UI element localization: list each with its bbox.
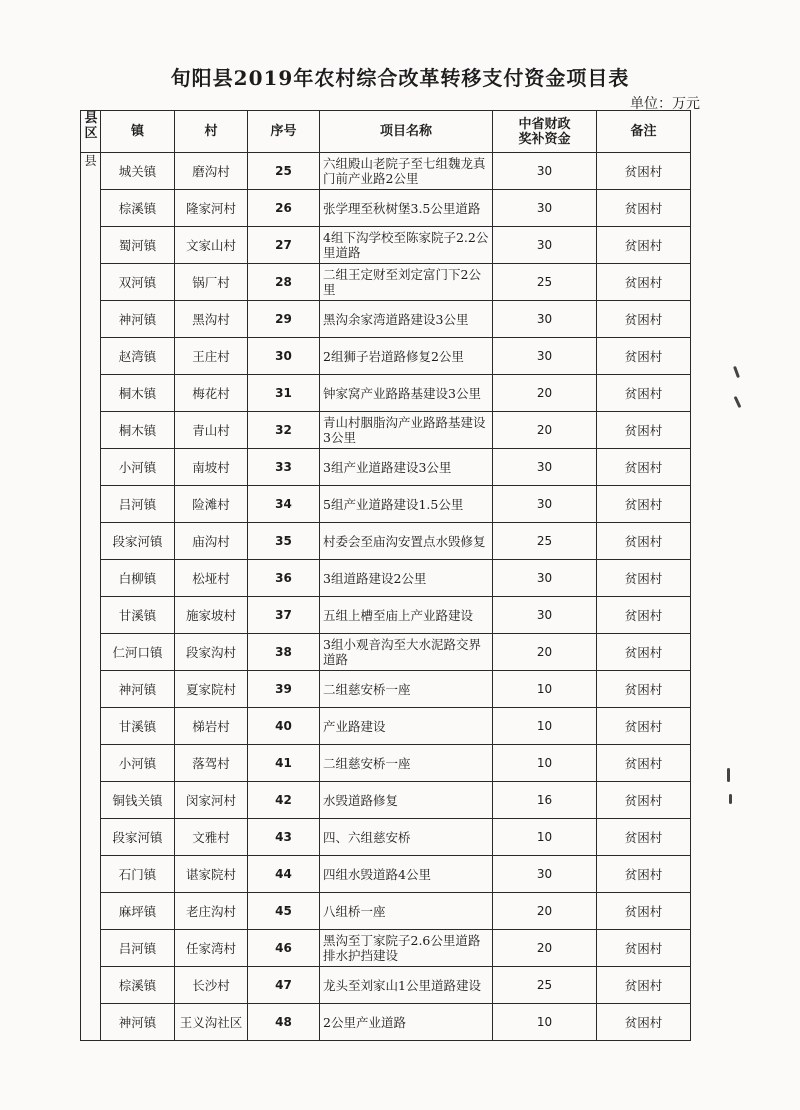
index-cell: 46: [248, 930, 320, 967]
index-cell: 31: [248, 375, 320, 412]
note-cell: 贫困村: [597, 782, 691, 819]
project-cell: 二组慈安桥一座: [320, 671, 493, 708]
header-project: 项目名称: [320, 111, 493, 153]
village-cell: 黑沟村: [175, 301, 248, 338]
note-cell: 贫困村: [597, 523, 691, 560]
table-row: [81, 486, 691, 523]
project-cell: 3组产业道路建设3公里: [320, 449, 493, 486]
town-cell: 甘溪镇: [101, 708, 175, 745]
table-row: [81, 1004, 691, 1041]
town-cell: 吕河镇: [101, 486, 175, 523]
index-cell: 33: [248, 449, 320, 486]
table-row: [81, 264, 691, 301]
index-cell: 47: [248, 967, 320, 1004]
fund-cell: 30: [493, 449, 597, 486]
index-cell: 30: [248, 338, 320, 375]
table-row: [81, 967, 691, 1004]
project-cell: 2组狮子岩道路修复2公里: [320, 338, 493, 375]
fund-cell: 30: [493, 227, 597, 264]
note-cell: 贫困村: [597, 301, 691, 338]
index-cell: 37: [248, 597, 320, 634]
note-cell: 贫困村: [597, 819, 691, 856]
project-table: [80, 110, 691, 1041]
village-cell: 梅花村: [175, 375, 248, 412]
fund-cell: 10: [493, 1004, 597, 1041]
note-cell: 贫困村: [597, 449, 691, 486]
fund-cell: 30: [493, 338, 597, 375]
village-cell: 磨沟村: [175, 153, 248, 190]
note-cell: 贫困村: [597, 967, 691, 1004]
table-row: [81, 745, 691, 782]
project-cell: 五组上槽至庙上产业路建设: [320, 597, 493, 634]
project-cell: 八组桥一座: [320, 893, 493, 930]
fund-cell: 30: [493, 153, 597, 190]
note-cell: 贫困村: [597, 671, 691, 708]
village-cell: 老庄沟村: [175, 893, 248, 930]
project-cell: 龙头至刘家山1公里道路建设: [320, 967, 493, 1004]
header-village: 村: [175, 111, 248, 153]
village-cell: 青山村: [175, 412, 248, 449]
town-cell: 棕溪镇: [101, 967, 175, 1004]
village-cell: 险滩村: [175, 486, 248, 523]
index-cell: 39: [248, 671, 320, 708]
header-index: 序号: [248, 111, 320, 153]
table-row: [81, 190, 691, 227]
note-cell: 贫困村: [597, 634, 691, 671]
village-cell: 长沙村: [175, 967, 248, 1004]
village-cell: 南坡村: [175, 449, 248, 486]
scan-mark: [733, 366, 740, 378]
note-cell: 贫困村: [597, 412, 691, 449]
table-row: [81, 449, 691, 486]
table-row: [81, 338, 691, 375]
index-cell: 29: [248, 301, 320, 338]
table-row: [81, 523, 691, 560]
table-row: [81, 782, 691, 819]
village-cell: 夏家院村: [175, 671, 248, 708]
index-cell: 48: [248, 1004, 320, 1041]
table-row: [81, 301, 691, 338]
project-cell: 产业路建设: [320, 708, 493, 745]
project-cell: 四、六组慈安桥: [320, 819, 493, 856]
fund-cell: 10: [493, 671, 597, 708]
project-cell: 张学理至秋树堡3.5公里道路: [320, 190, 493, 227]
village-cell: 文雅村: [175, 819, 248, 856]
index-cell: 27: [248, 227, 320, 264]
index-cell: 36: [248, 560, 320, 597]
town-cell: 小河镇: [101, 449, 175, 486]
unit-label: 单位：万元: [630, 96, 700, 112]
note-cell: 贫困村: [597, 708, 691, 745]
fund-cell: 20: [493, 930, 597, 967]
town-cell: 桐木镇: [101, 375, 175, 412]
town-cell: 小河镇: [101, 745, 175, 782]
project-cell: 黑沟余家湾道路建设3公里: [320, 301, 493, 338]
table-row: [81, 856, 691, 893]
scan-mark: [727, 768, 730, 782]
project-cell: 黑沟至丁家院子2.6公里道路排水护挡建设: [320, 930, 493, 967]
village-cell: 锅厂村: [175, 264, 248, 301]
header-county: 县区: [81, 111, 101, 153]
project-cell: 二组慈安桥一座: [320, 745, 493, 782]
note-cell: 贫困村: [597, 486, 691, 523]
fund-cell: 10: [493, 708, 597, 745]
fund-cell: 30: [493, 856, 597, 893]
page-title: 旬阳县2019年农村综合改革转移支付资金项目表: [170, 66, 630, 90]
town-cell: 神河镇: [101, 301, 175, 338]
fund-cell: 20: [493, 412, 597, 449]
village-cell: 梯岩村: [175, 708, 248, 745]
project-cell: 四组水毁道路4公里: [320, 856, 493, 893]
fund-cell: 30: [493, 597, 597, 634]
town-cell: 神河镇: [101, 1004, 175, 1041]
fund-cell: 30: [493, 301, 597, 338]
note-cell: 贫困村: [597, 930, 691, 967]
town-cell: 赵湾镇: [101, 338, 175, 375]
note-cell: 贫困村: [597, 597, 691, 634]
table-row: [81, 893, 691, 930]
fund-cell: 20: [493, 375, 597, 412]
project-cell: 二组王定财至刘定富门下2公里: [320, 264, 493, 301]
town-cell: 吕河镇: [101, 930, 175, 967]
town-cell: 铜钱关镇: [101, 782, 175, 819]
header-row: [81, 111, 691, 153]
village-cell: 谌家院村: [175, 856, 248, 893]
index-cell: 34: [248, 486, 320, 523]
note-cell: 贫困村: [597, 227, 691, 264]
table-row: [81, 671, 691, 708]
village-cell: 段家沟村: [175, 634, 248, 671]
village-cell: 王义沟社区: [175, 1004, 248, 1041]
note-cell: 贫困村: [597, 375, 691, 412]
village-cell: 任家湾村: [175, 930, 248, 967]
village-cell: 王庄村: [175, 338, 248, 375]
county-cell: 县: [81, 153, 101, 1041]
note-cell: 贫困村: [597, 560, 691, 597]
header-fund: 中省财政奖补资金: [493, 111, 597, 153]
table-row: [81, 227, 691, 264]
project-cell: 3组小观音沟至大水泥路交界道路: [320, 634, 493, 671]
index-cell: 44: [248, 856, 320, 893]
index-cell: 38: [248, 634, 320, 671]
project-cell: 4组下沟学校至陈家院子2.2公里道路: [320, 227, 493, 264]
table-row: [81, 560, 691, 597]
index-cell: 26: [248, 190, 320, 227]
note-cell: 贫困村: [597, 338, 691, 375]
fund-cell: 25: [493, 967, 597, 1004]
project-cell: 村委会至庙沟安置点水毁修复: [320, 523, 493, 560]
village-cell: 文家山村: [175, 227, 248, 264]
index-cell: 42: [248, 782, 320, 819]
index-cell: 28: [248, 264, 320, 301]
note-cell: 贫困村: [597, 264, 691, 301]
table-row: [81, 375, 691, 412]
project-cell: 六组殿山老院子至七组魏龙真门前产业路2公里: [320, 153, 493, 190]
town-cell: 白柳镇: [101, 560, 175, 597]
town-cell: 仁河口镇: [101, 634, 175, 671]
fund-cell: 16: [493, 782, 597, 819]
note-cell: 贫困村: [597, 1004, 691, 1041]
fund-cell: 20: [493, 893, 597, 930]
note-cell: 贫困村: [597, 153, 691, 190]
table-row: [81, 708, 691, 745]
village-cell: 落驾村: [175, 745, 248, 782]
fund-cell: 30: [493, 190, 597, 227]
note-cell: 贫困村: [597, 745, 691, 782]
fund-cell: 20: [493, 634, 597, 671]
town-cell: 段家河镇: [101, 523, 175, 560]
note-cell: 贫困村: [597, 190, 691, 227]
table-row: [81, 634, 691, 671]
project-cell: 水毁道路修复: [320, 782, 493, 819]
fund-cell: 30: [493, 486, 597, 523]
town-cell: 桐木镇: [101, 412, 175, 449]
fund-cell: 25: [493, 523, 597, 560]
town-cell: 段家河镇: [101, 819, 175, 856]
index-cell: 41: [248, 745, 320, 782]
town-cell: 石门镇: [101, 856, 175, 893]
project-cell: 青山村胭脂沟产业路路基建设3公里: [320, 412, 493, 449]
index-cell: 40: [248, 708, 320, 745]
index-cell: 35: [248, 523, 320, 560]
village-cell: 松垭村: [175, 560, 248, 597]
town-cell: 双河镇: [101, 264, 175, 301]
project-cell: 2公里产业道路: [320, 1004, 493, 1041]
header-town: 镇: [101, 111, 175, 153]
scan-mark: [729, 794, 732, 804]
note-cell: 贫困村: [597, 893, 691, 930]
scan-mark: [734, 396, 742, 408]
project-cell: 5组产业道路建设1.5公里: [320, 486, 493, 523]
table-row: [81, 819, 691, 856]
note-cell: 贫困村: [597, 856, 691, 893]
village-cell: 庙沟村: [175, 523, 248, 560]
fund-cell: 30: [493, 560, 597, 597]
table-row: [81, 412, 691, 449]
index-cell: 25: [248, 153, 320, 190]
table-row: [81, 930, 691, 967]
project-cell: 3组道路建设2公里: [320, 560, 493, 597]
town-cell: 城关镇: [101, 153, 175, 190]
index-cell: 45: [248, 893, 320, 930]
fund-cell: 10: [493, 745, 597, 782]
table-row: [81, 597, 691, 634]
index-cell: 43: [248, 819, 320, 856]
town-cell: 棕溪镇: [101, 190, 175, 227]
town-cell: 蜀河镇: [101, 227, 175, 264]
project-cell: 钟家窝产业路路基建设3公里: [320, 375, 493, 412]
town-cell: 麻坪镇: [101, 893, 175, 930]
header-note: 备注: [597, 111, 691, 153]
table-row: [81, 153, 691, 190]
fund-cell: 10: [493, 819, 597, 856]
fund-cell: 25: [493, 264, 597, 301]
village-cell: 隆家河村: [175, 190, 248, 227]
village-cell: 施家坡村: [175, 597, 248, 634]
town-cell: 甘溪镇: [101, 597, 175, 634]
index-cell: 32: [248, 412, 320, 449]
town-cell: 神河镇: [101, 671, 175, 708]
village-cell: 闵家河村: [175, 782, 248, 819]
